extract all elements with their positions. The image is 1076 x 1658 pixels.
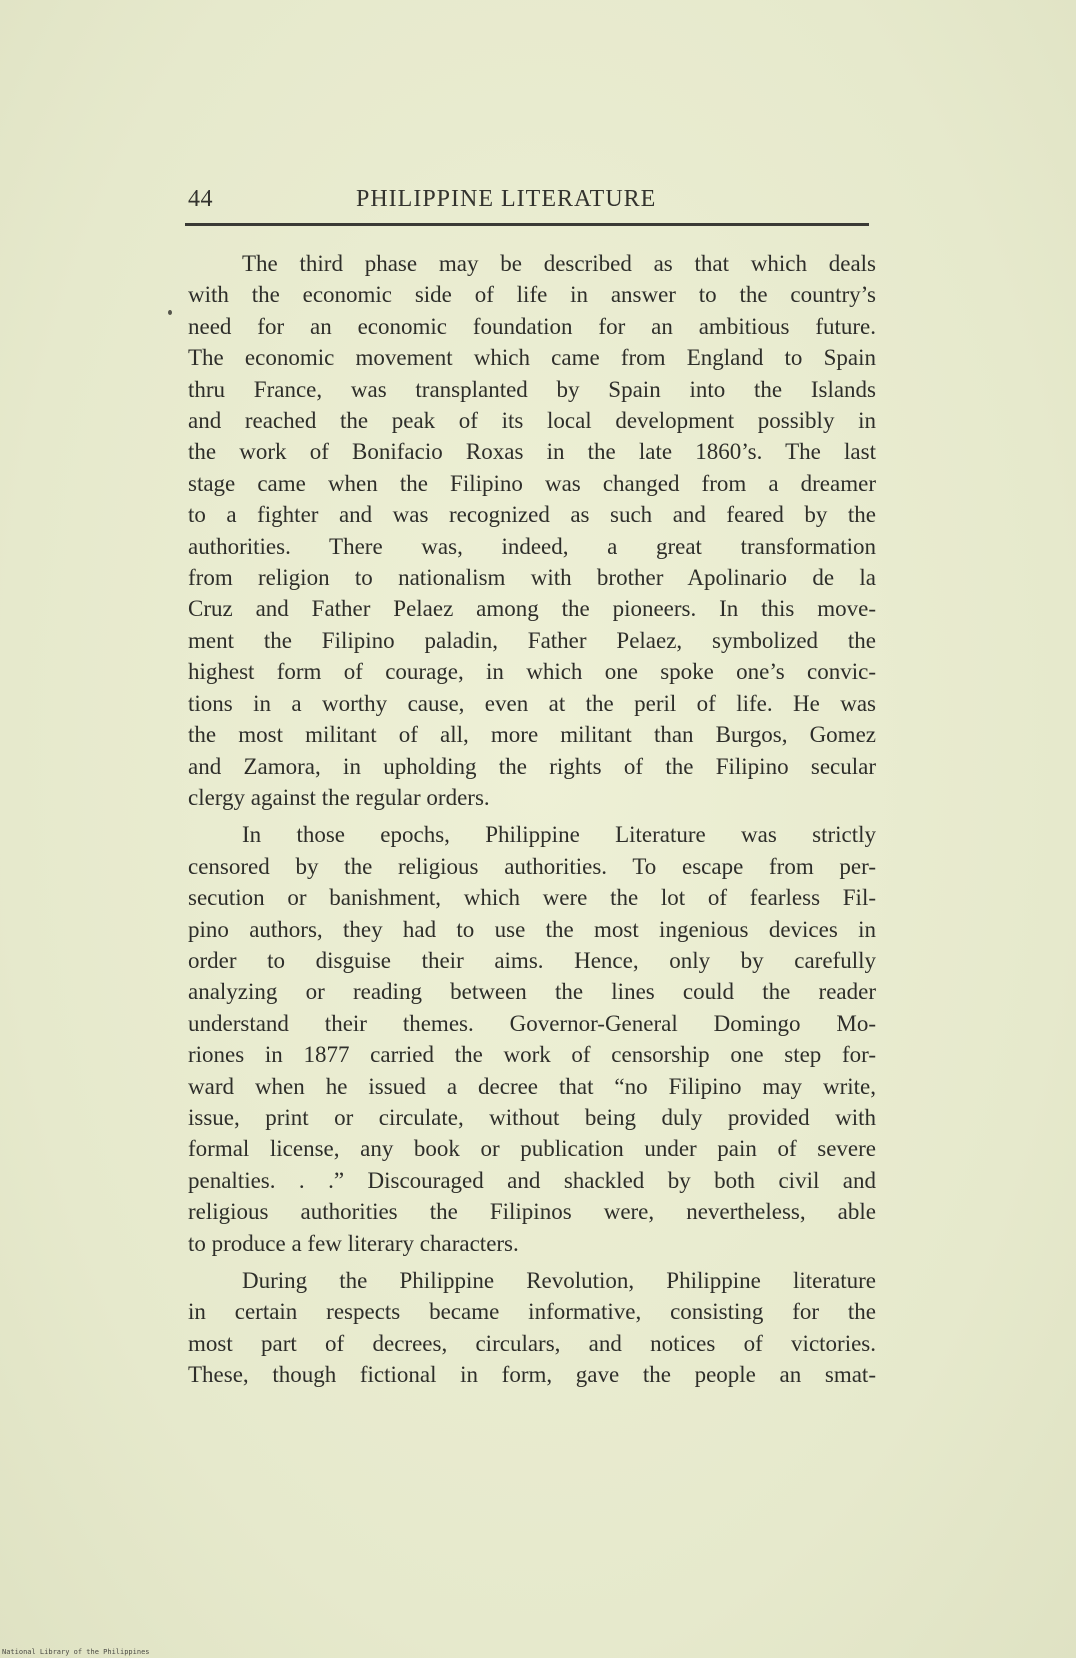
text-line: secution or banishment, which were the lot of fearless Fil-: [188, 885, 876, 911]
text-line: ment the Filipino paladin, Father Pelaez, symbolized the: [188, 627, 876, 653]
text-line: to produce a few literary characters.: [188, 1230, 519, 1256]
text-line: order to disguise their aims. Hence, only by carefully: [188, 947, 876, 973]
text-line: pino authors, they had to use the most ingenious devices in: [188, 916, 876, 942]
text-line: authorities. There was, indeed, a great transformation: [188, 533, 876, 559]
text-line: riones in 1877 carried the work of censorship one step for-: [188, 1042, 876, 1068]
text-line: The economic movement which came from England to Spain: [188, 345, 876, 371]
running-title: PHILIPPINE LITERATURE: [356, 186, 657, 212]
text-line: Cruz and Father Pelaez among the pioneers. In this move-: [188, 596, 876, 622]
text-line: During the Philippine Revolution, Philippine literature: [242, 1268, 876, 1293]
header-rule: [185, 223, 869, 226]
text-line: penalties. . .” Discouraged and shackled by both civil and: [188, 1167, 876, 1193]
text-line: religious authorities the Filipinos were, nevertheless, able: [188, 1199, 876, 1225]
text-line: analyzing or reading between the lines could the reader: [188, 979, 876, 1005]
text-line: tions in a worthy cause, even at the peril of life. He was: [188, 690, 876, 716]
print-speck: [168, 310, 172, 315]
running-head: [188, 186, 868, 220]
library-credit: National Library of the Philippines: [2, 1648, 150, 1656]
text-line: and reached the peak of its local development possibly in: [188, 408, 876, 434]
body-text: [188, 248, 876, 1391]
paragraph: [188, 1265, 876, 1391]
text-line: most part of decrees, circulars, and notices of victories.: [188, 1330, 876, 1356]
paragraph: [188, 248, 876, 813]
text-line: in certain respects became informative, consisting for the: [188, 1299, 876, 1325]
text-line: issue, print or circulate, without being duly provided with: [188, 1104, 876, 1130]
text-line: with the economic side of life in answer to the country’s: [188, 282, 876, 308]
text-line: highest form of courage, in which one spoke one’s convic-: [188, 659, 876, 685]
text-line: censored by the religious authorities. To escape from per-: [188, 853, 876, 879]
text-line: The third phase may be described as that which deals: [242, 251, 876, 276]
text-line: need for an economic foundation for an ambitious future.: [188, 313, 876, 339]
text-line: and Zamora, in upholding the rights of the Filipino secular: [188, 753, 876, 779]
text-line: formal license, any book or publication under pain of severe: [188, 1136, 876, 1162]
text-line: clergy against the regular orders.: [188, 784, 490, 810]
text-line: the work of Bonifacio Roxas in the late 1860’s. The last: [188, 439, 876, 465]
text-line: understand their themes. Governor-General Domingo Mo-: [188, 1010, 876, 1036]
text-line: These, though fictional in form, gave the people an smat-: [188, 1362, 876, 1388]
page-number: 44: [188, 186, 213, 212]
text-line: to a fighter and was recognized as such and feared by the: [188, 502, 876, 528]
text-line: In those epochs, Philippine Literature was strictly: [242, 822, 876, 848]
paragraph: [188, 819, 876, 1259]
text-line: ward when he issued a decree that “no Filipino may write,: [188, 1073, 876, 1099]
text-line: stage came when the Filipino was changed from a dreamer: [188, 470, 876, 496]
text-line: from religion to nationalism with brother Apolinario de la: [188, 565, 876, 591]
text-line: thru France, was transplanted by Spain into the Islands: [188, 376, 876, 402]
text-line: the most militant of all, more militant than Burgos, Gomez: [188, 722, 876, 748]
